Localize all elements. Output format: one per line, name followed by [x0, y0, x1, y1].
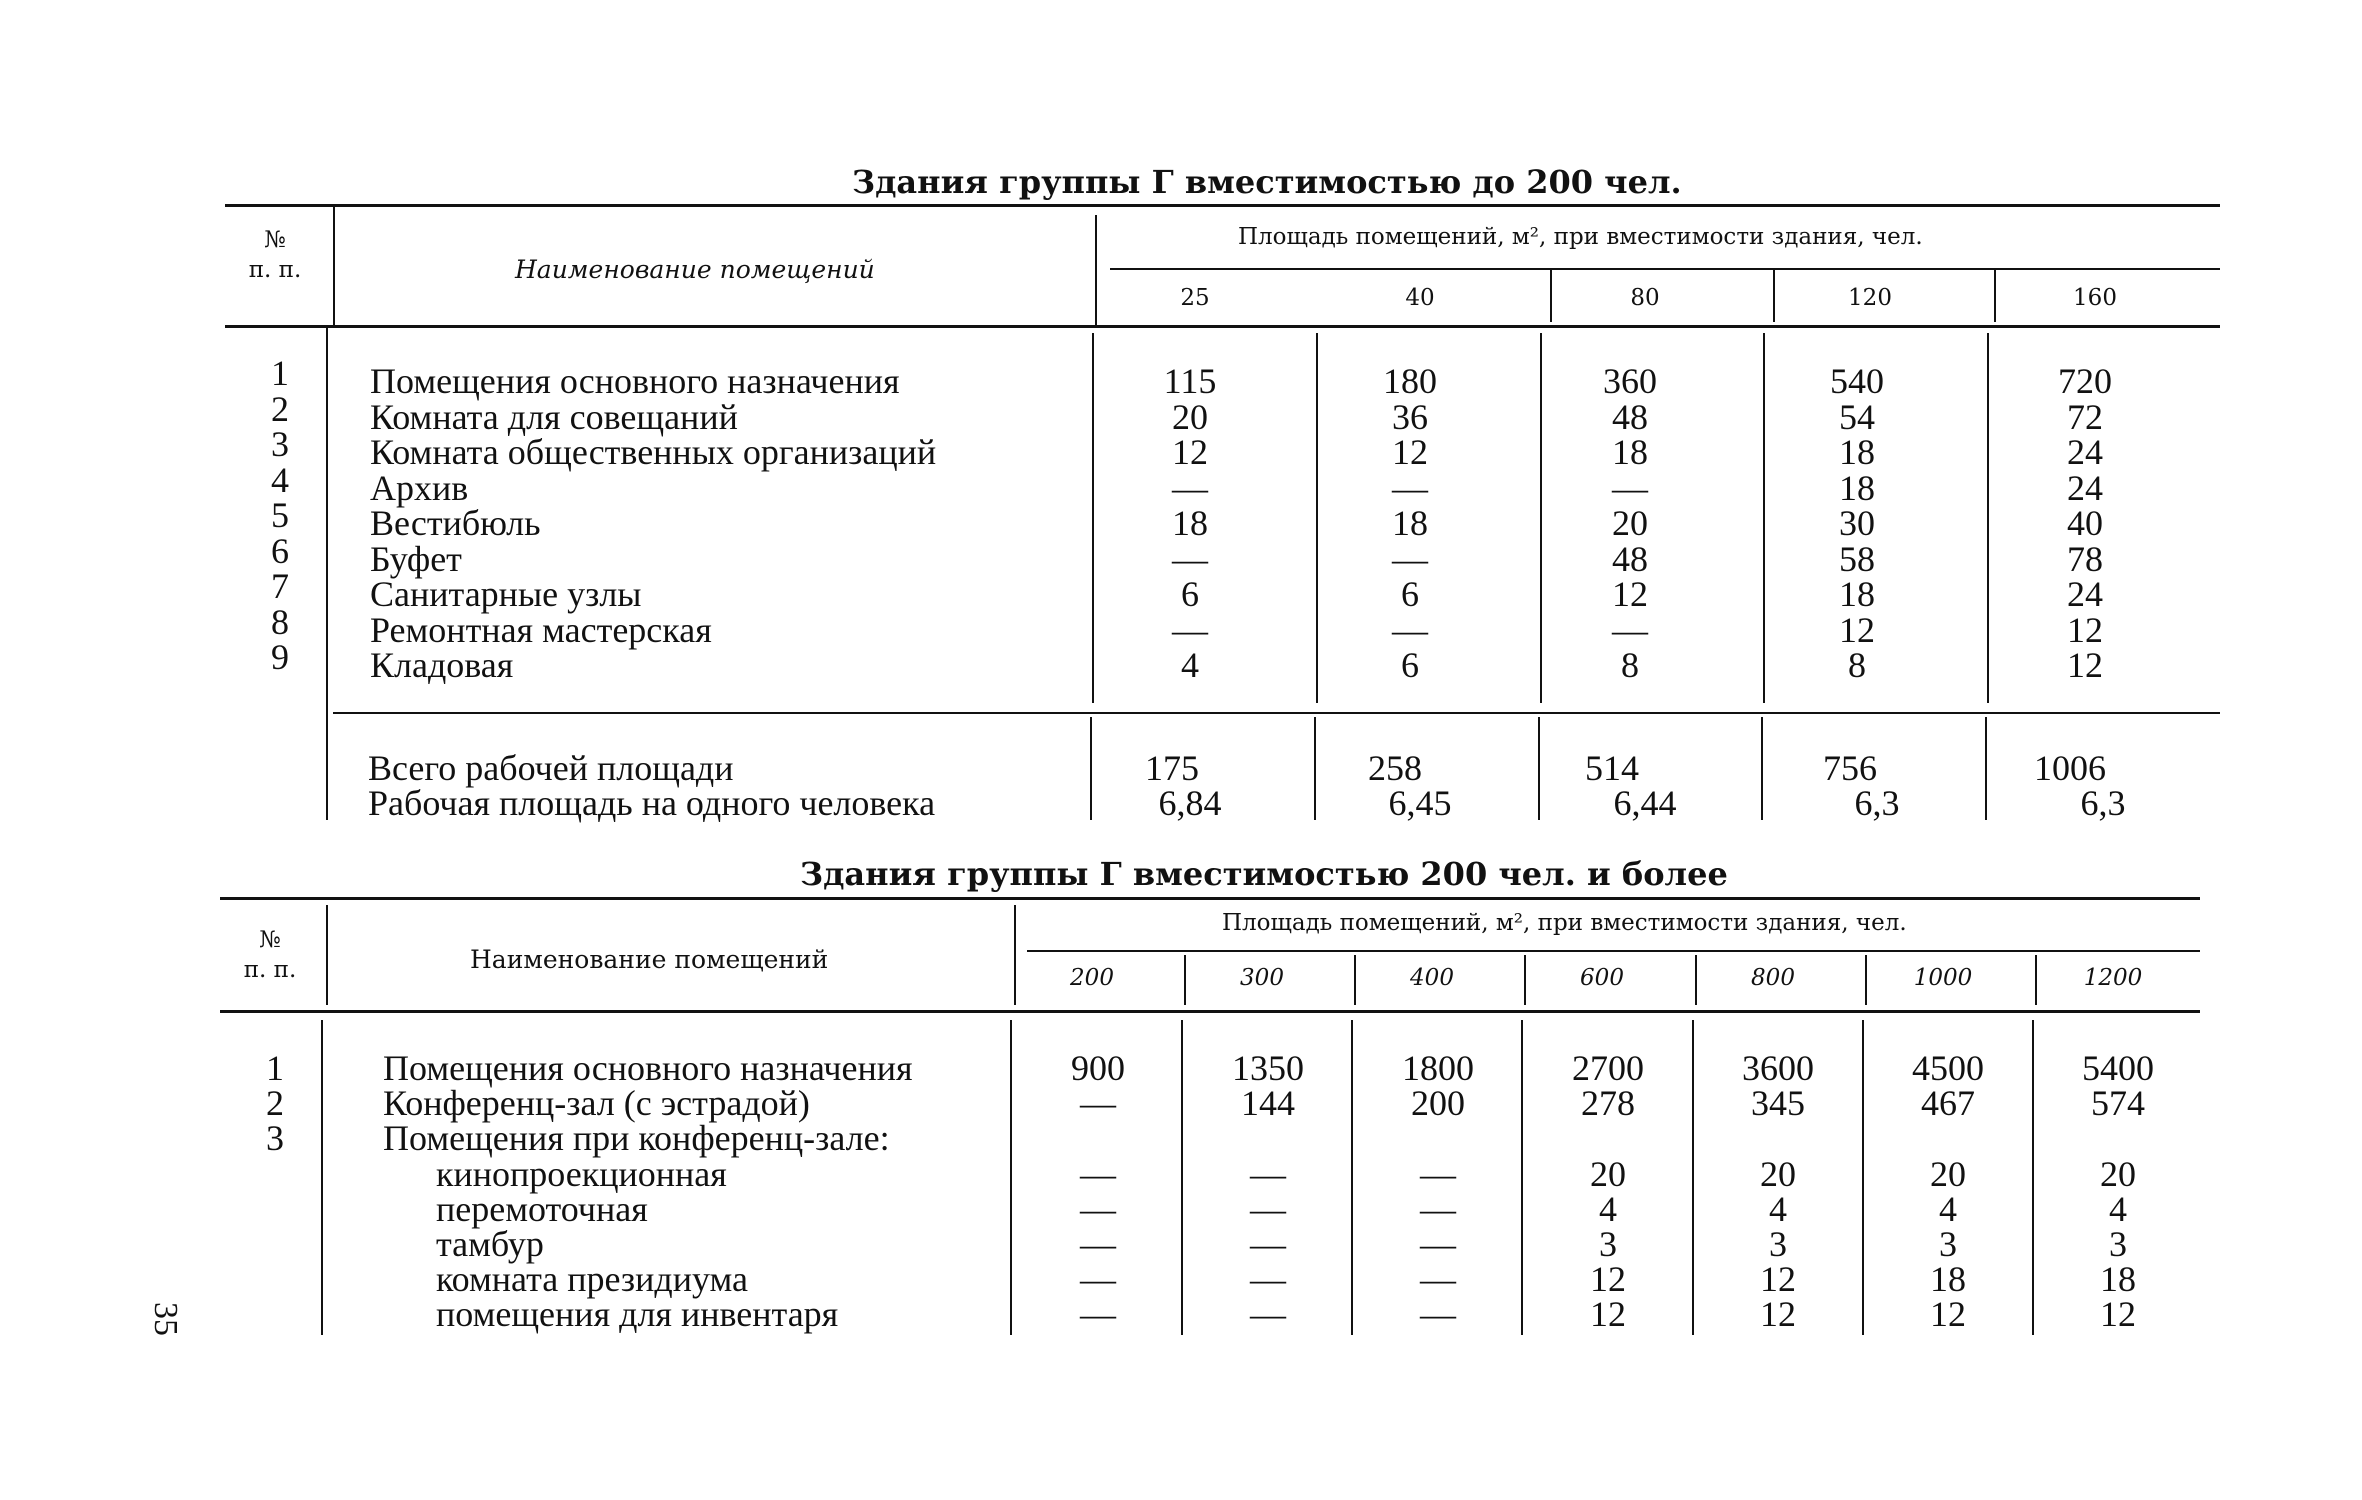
table-1-cell: 12	[1172, 432, 1208, 472]
table-1-cell: 48	[1612, 538, 1648, 579]
table-1-capacity-label: 80	[1630, 285, 1660, 311]
table-2-cell: 467	[1921, 1083, 1975, 1124]
table-2-cell: 20	[2100, 1153, 2136, 1194]
table-2-cell: 3	[1599, 1224, 1617, 1264]
table-1-cell: 18	[1839, 574, 1875, 614]
table-2-cell: 12	[1590, 1294, 1626, 1335]
table-1-cell: 4	[1181, 645, 1199, 685]
table-2-group-header: Площадь помещений, м², при вместимости здания, чел.	[1222, 910, 1907, 936]
table-1-row-name: Вестибюль	[370, 503, 541, 543]
table-1-cell: —	[1612, 467, 1648, 508]
table-1-capacity-label: 25	[1180, 285, 1210, 311]
table-2-row-name: Помещения при конференц-зале:	[383, 1118, 890, 1159]
table-2-cell: —	[1250, 1153, 1286, 1194]
table-2-vrule	[1865, 955, 1867, 1005]
table-2-vrule	[1181, 1020, 1183, 1335]
table-1-cell: —	[1392, 538, 1428, 579]
table-1-total-cell: 6,45	[1388, 783, 1452, 823]
table-1-cell: —	[1172, 538, 1208, 579]
table-2-cell: —	[1250, 1188, 1286, 1229]
table-2-cell: —	[1420, 1224, 1456, 1264]
table-2-vrule	[1010, 1020, 1012, 1335]
table-1-cell: 40	[2067, 503, 2103, 543]
table-1-vrule	[1985, 717, 1987, 820]
table-2-cell: —	[1420, 1294, 1456, 1335]
table-1-vrule	[1092, 333, 1094, 703]
table-1-cell: 20	[1172, 396, 1208, 437]
table-2-cell: 12	[2100, 1294, 2136, 1335]
table-2-cell: 200	[1411, 1083, 1465, 1124]
table-1-row-name: Помещения основного назначения	[370, 361, 900, 401]
table-2-cell: 2700	[1572, 1048, 1644, 1088]
table-2-capacity-label: 300	[1240, 965, 1284, 991]
table-2-vrule	[1521, 1020, 1523, 1335]
table-1-row-name: Комната для совещаний	[370, 396, 738, 437]
table-2-vrule	[326, 905, 328, 1005]
table-1-vrule	[326, 328, 328, 820]
table-2-vrule	[1524, 955, 1526, 1005]
table-1-cell: 8	[1848, 645, 1866, 685]
table-1-vrule	[1095, 215, 1097, 325]
table-2-vrule	[1351, 1020, 1353, 1335]
table-1-cell: —	[1172, 467, 1208, 508]
table-2-cell: 12	[1930, 1294, 1966, 1335]
table-1-num-header: № п. п.	[248, 227, 302, 283]
table-2-vrule	[2035, 955, 2037, 1005]
table-1-group-rule	[1110, 268, 2220, 270]
table-1-cell: 12	[2067, 645, 2103, 685]
table-1-row-name: Комната общественных организаций	[370, 432, 937, 472]
table-2-cell: 20	[1590, 1153, 1626, 1194]
table-2-cell: 5400	[2082, 1048, 2154, 1088]
table-2-cell: —	[1420, 1188, 1456, 1229]
table-2-cell: 20	[1760, 1153, 1796, 1194]
table-1-cell: 12	[2067, 609, 2103, 650]
table-1-cell: 30	[1839, 503, 1875, 543]
table-2-cell: 18	[1930, 1259, 1966, 1300]
table-2-cell: 12	[1760, 1259, 1796, 1300]
table-2-vrule	[1862, 1020, 1864, 1335]
table-1-row-number: 3	[271, 424, 289, 464]
table-1-cell: 720	[2058, 361, 2112, 401]
table-1-cell: 58	[1839, 538, 1875, 579]
table-1-vrule	[1763, 333, 1765, 703]
table-1-row-name: Ремонтная мастерская	[370, 609, 712, 650]
table-2-cell: 18	[2100, 1259, 2136, 1300]
table-2-vrule	[1695, 955, 1697, 1005]
table-2-row-number: 3	[266, 1118, 284, 1159]
table-1-vrule	[333, 207, 335, 325]
table-1-vrule	[1314, 717, 1316, 820]
table-2-row-name: кинопроекционная	[436, 1153, 727, 1194]
table-1-total-cell: 6,44	[1613, 783, 1677, 823]
table-1-cell: 18	[1839, 467, 1875, 508]
table-1-cell: 36	[1392, 396, 1428, 437]
table-2-cell: —	[1080, 1259, 1116, 1300]
table-1-row-name: Санитарные узлы	[370, 574, 642, 614]
table-1-vrule	[1538, 717, 1540, 820]
table-2-row-name: перемоточная	[436, 1188, 648, 1229]
table-2-cell: 4	[1939, 1188, 1957, 1229]
table-1-cell: 18	[1839, 432, 1875, 472]
table-1-total-name: Рабочая площадь на одного человека	[368, 783, 936, 823]
table-1-row-number: 1	[271, 353, 289, 393]
table-1-cell: 18	[1612, 432, 1648, 472]
table-2-cell: 12	[1590, 1259, 1626, 1300]
table-2-vrule	[2032, 1020, 2034, 1335]
table-1-row-number: 7	[271, 566, 289, 606]
table-2-row-name: Помещения основного назначения	[383, 1048, 913, 1088]
table-1-capacity-label: 120	[1848, 285, 1892, 311]
table-2-capacity-label: 200	[1070, 965, 1114, 991]
table-2-cell: 4	[1769, 1188, 1787, 1229]
table-2-capacity-label: 400	[1410, 965, 1454, 991]
table-2-capacity-label: 600	[1580, 965, 1624, 991]
table-1-cell: 12	[1839, 609, 1875, 650]
table-1-vrule	[1540, 333, 1542, 703]
table-1-total-rule	[333, 712, 2220, 714]
table-1-row-number: 5	[271, 495, 289, 535]
table-1-vrule	[1316, 333, 1318, 703]
table-2-cell: —	[1250, 1259, 1286, 1300]
table-1-cell: 18	[1392, 503, 1428, 543]
table-2-cell: —	[1080, 1294, 1116, 1335]
table-1-total-name: Всего рабочей площади	[368, 748, 734, 788]
table-1-cell: 8	[1621, 645, 1639, 685]
table-1-capacity-label: 160	[2073, 285, 2117, 311]
table-1-total-cell: 514	[1585, 748, 1639, 788]
table-2-vrule	[321, 1020, 323, 1335]
table-1-title: Здания группы Г вместимостью до 200 чел.	[852, 163, 1682, 201]
table-1-total-cell: 756	[1823, 748, 1877, 788]
table-2-cell: 144	[1241, 1083, 1295, 1124]
table-2-cell: 3	[1939, 1224, 1957, 1264]
table-2-row-name: комната президиума	[436, 1259, 749, 1300]
table-1-cell: 540	[1830, 361, 1884, 401]
table-1-cell: 180	[1383, 361, 1437, 401]
table-2-row-name: тамбур	[436, 1224, 544, 1264]
table-2-num-header: № п. п.	[243, 927, 297, 983]
table-2-vrule	[1014, 905, 1016, 1005]
table-1-header-rule	[225, 325, 2220, 328]
table-2-cell: —	[1080, 1188, 1116, 1229]
table-1-total-cell: 6,3	[2080, 783, 2126, 823]
table-2-header-rule	[220, 1010, 2200, 1013]
table-1-cell: 48	[1612, 396, 1648, 437]
table-2-cell: 12	[1760, 1294, 1796, 1335]
table-1-row-number: 2	[271, 388, 289, 429]
table-1-cell: 24	[2067, 574, 2103, 614]
table-1-cell: 360	[1603, 361, 1657, 401]
table-1-cell: —	[1612, 609, 1648, 650]
table-1-cell: —	[1172, 609, 1208, 650]
table-1-row-name: Буфет	[370, 538, 462, 579]
table-1-vrule	[1550, 270, 1552, 322]
table-1-group-header: Площадь помещений, м², при вместимости здания, чел.	[1238, 224, 1923, 250]
table-1-total-cell: 175	[1145, 748, 1199, 788]
table-1-cell: 12	[1612, 574, 1648, 614]
table-1-cell: 24	[2067, 467, 2103, 508]
table-2-cell: —	[1420, 1153, 1456, 1194]
table-2-capacity-label: 800	[1751, 965, 1795, 991]
table-1-cell: —	[1392, 609, 1428, 650]
table-1-row-number: 6	[271, 530, 289, 571]
table-1-cell: —	[1392, 467, 1428, 508]
page-number: 35	[147, 1302, 184, 1336]
table-2-cell: 278	[1581, 1083, 1635, 1124]
table-1-row-number: 4	[271, 459, 289, 500]
table-2-cell: 900	[1071, 1048, 1125, 1088]
table-1-row-name: Кладовая	[370, 645, 514, 685]
table-1-cell: 115	[1163, 361, 1217, 401]
table-1-cell: 24	[2067, 432, 2103, 472]
table-1-row-number: 9	[271, 637, 289, 677]
table-1-vrule	[1994, 270, 1996, 322]
table-2-group-rule	[1027, 950, 2200, 952]
table-1-cell: 6	[1401, 574, 1419, 614]
table-1-cell: 78	[2067, 538, 2103, 579]
table-2-name-header: Наименование помещений	[470, 945, 829, 974]
table-2-cell: 345	[1751, 1083, 1805, 1124]
table-2-cell: 4	[2109, 1188, 2127, 1229]
table-2-cell: —	[1250, 1294, 1286, 1335]
table-2-top-rule	[220, 897, 2200, 900]
table-2-cell: —	[1080, 1224, 1116, 1264]
table-2-cell: 3	[2109, 1224, 2127, 1264]
table-2-row-name: помещения для инвентаря	[436, 1294, 839, 1335]
table-2-cell: —	[1420, 1259, 1456, 1300]
table-2-cell: —	[1080, 1153, 1116, 1194]
table-2-cell: 3	[1769, 1224, 1787, 1264]
table-2-cell: —	[1080, 1083, 1116, 1124]
table-1-total-cell: 6,3	[1854, 783, 1900, 823]
table-2-capacity-label: 1000	[1913, 965, 1973, 991]
table-1-vrule	[1773, 270, 1775, 322]
table-2-row-name: Конференц-зал (с эстрадой)	[383, 1083, 810, 1124]
table-2-cell: 4500	[1912, 1048, 1984, 1088]
table-1-cell: 72	[2067, 396, 2103, 437]
table-1-total-cell: 6,84	[1158, 783, 1222, 823]
table-1-top-rule	[225, 204, 2220, 207]
table-2-cell: 20	[1930, 1153, 1966, 1194]
table-1-cell: 12	[1392, 432, 1428, 472]
table-2-cell: 1350	[1232, 1048, 1304, 1088]
table-1-vrule	[1987, 333, 1989, 703]
table-1-cell: 20	[1612, 503, 1648, 543]
table-1-cell: 54	[1839, 396, 1875, 437]
table-2-cell: 4	[1599, 1188, 1617, 1229]
table-2-title: Здания группы Г вместимостью 200 чел. и более	[800, 855, 1728, 893]
table-2-row-number: 1	[266, 1048, 284, 1088]
table-2-vrule	[1354, 955, 1356, 1005]
table-2-cell: —	[1250, 1224, 1286, 1264]
table-1-capacity-label: 40	[1405, 285, 1435, 311]
table-2-vrule	[1184, 955, 1186, 1005]
table-1-cell: 6	[1181, 574, 1199, 614]
table-1-vrule	[1090, 717, 1092, 820]
table-1-name-header: Наименование помещений	[515, 255, 875, 284]
table-1-row-number: 8	[271, 601, 289, 642]
table-1-total-cell: 1006	[2034, 748, 2106, 788]
table-1-cell: 6	[1401, 645, 1419, 685]
table-2-vrule	[1692, 1020, 1694, 1335]
table-1-cell: 18	[1172, 503, 1208, 543]
table-2-capacity-label: 1200	[2083, 965, 2143, 991]
table-2-cell: 3600	[1742, 1048, 1814, 1088]
table-2-cell: 1800	[1402, 1048, 1474, 1088]
table-1-row-name: Архив	[370, 467, 469, 508]
table-1-vrule	[1761, 717, 1763, 820]
table-2-cell: 574	[2091, 1083, 2145, 1124]
table-2-row-number: 2	[266, 1083, 284, 1124]
table-1-total-cell: 258	[1368, 748, 1422, 788]
